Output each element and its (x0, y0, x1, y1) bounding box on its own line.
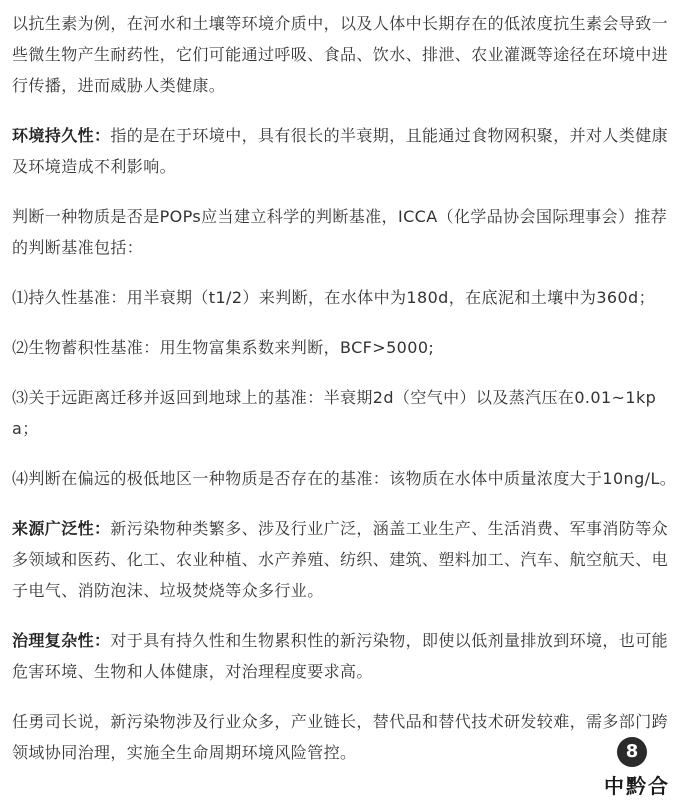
paragraph-text: 任勇司长说，新污染物涉及行业众多，产业链长，替代品和替代技术研发较难，需多部门跨领域协同治理，实施全生命周期环境风险管控。 (12, 712, 669, 762)
paragraph-text: 判断一种物质是否是POPs应当建立科学的判断基准，ICCA（化学品协会国际理事会）推荐的判断基准包括： (12, 207, 668, 257)
paragraph-criterion-3 (12, 382, 680, 444)
paragraph-criterion-2 (12, 332, 680, 363)
paragraph-text: ⑴持久性基准：用半衰期（t1/2）来判断，在水体中为180d，在底泥和土壤中为360d； (12, 288, 656, 307)
paragraph-text: 新污染物种类繁多、涉及行业广泛，涵盖工业生产、生活消费、军事消防等众多领域和医药、化工、农业种植、水产养殖、纺织、建筑、塑料加工、汽车、航空航天、电子电气、消防泡沫、垃圾焚烧等众多行业。 (12, 519, 669, 600)
article-body (12, 8, 680, 787)
paragraph-text: ⑶关于远距离迁移并返回到地球上的基准：半衰期2d（空气中）以及蒸汽压在0.01~1kpa； (12, 388, 657, 438)
paragraph-governance-complexity (12, 625, 680, 687)
watermark-logo (595, 737, 679, 799)
paragraph-text: ⑷判断在偏远的极低地区一种物质是否存在的基准：该物质在水体中质量浓度大于10ng/L。 (12, 469, 677, 488)
watermark-badge-icon: 8 (617, 737, 647, 767)
watermark-text: 中黔合 (604, 774, 670, 798)
paragraph-quote (12, 706, 680, 768)
paragraph-lead: 治理复杂性： (12, 631, 111, 650)
paragraph-criterion-1 (12, 282, 680, 313)
paragraph-criterion-4 (12, 463, 680, 494)
paragraph-wide-sources (12, 513, 680, 606)
paragraph-text: ⑵生物蓄积性基准：用生物富集系数来判断，BCF>5000; (12, 338, 435, 357)
paragraph-text: 以抗生素为例，在河水和土壤等环境介质中，以及人体中长期存在的低浓度抗生素会导致一些微生物产生耐药性，它们可能通过呼吸、食品、饮水、排泄、农业灌溉等途径在环境中进行传播，进而威胁人类健康。 (12, 14, 669, 95)
paragraph-lead: 来源广泛性： (12, 519, 111, 538)
paragraph-text: 对于具有持久性和生物累积性的新污染物，即使以低剂量排放到环境，也可能危害环境、生物和人体健康，对治理程度要求高。 (12, 631, 669, 681)
paragraph-text: 指的是在于环境中，具有很长的半衰期，且能通过食物网积聚，并对人类健康及环境造成不利影响。 (12, 126, 669, 176)
paragraph-persistence (12, 120, 680, 182)
paragraph-pops-criteria (12, 201, 680, 263)
paragraph-lead: 环境持久性： (12, 126, 111, 145)
paragraph-antibiotics (12, 8, 680, 101)
